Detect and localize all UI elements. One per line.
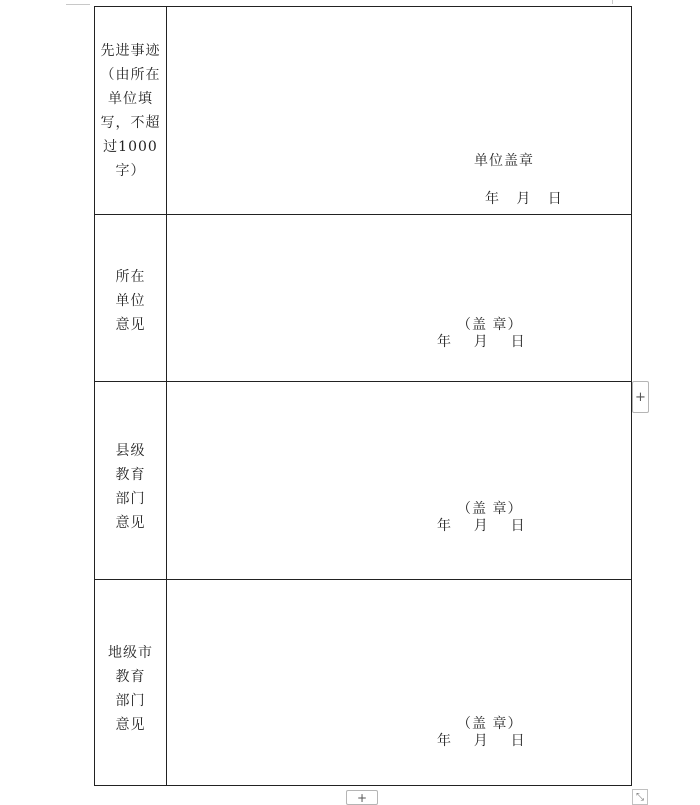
page-corner-mark xyxy=(66,0,90,5)
content-cell-city-opinion[interactable] xyxy=(167,580,632,786)
label-line: 教育 xyxy=(115,467,146,483)
label-line: 意见 xyxy=(115,515,146,531)
label-line: 单位填 xyxy=(108,91,153,107)
label-line: （由所在 xyxy=(100,67,161,83)
date-line: 年 月 日 xyxy=(437,518,526,534)
label-line: 所在 xyxy=(115,269,146,285)
content-cell-county-opinion[interactable] xyxy=(167,382,632,580)
label-line: 意见 xyxy=(115,317,146,333)
row-label xyxy=(95,641,166,737)
date-line: 年 月 日 xyxy=(437,334,526,350)
label-line: 县级 xyxy=(115,443,146,459)
row-label xyxy=(95,39,166,183)
table-row xyxy=(95,215,632,382)
label-line: 地级市 xyxy=(108,645,153,661)
row-label xyxy=(95,439,166,535)
label-line: 部门 xyxy=(115,693,146,709)
table-row xyxy=(95,7,632,215)
seal-text: （盖 章） xyxy=(457,317,523,333)
label-line: 写，不超 xyxy=(100,115,161,131)
label-cell-city-opinion xyxy=(95,580,167,786)
table-row xyxy=(95,580,632,786)
page-corner-mark xyxy=(612,0,613,4)
unit-seal-text: 单位盖章 xyxy=(474,153,534,169)
label-line: 部门 xyxy=(115,491,146,507)
label-line: 先进事迹 xyxy=(100,43,161,59)
add-column-button[interactable]: + xyxy=(632,381,649,413)
date-line: 年 月 日 xyxy=(437,733,526,749)
table-row xyxy=(95,382,632,580)
seal-text: （盖 章） xyxy=(457,501,523,517)
label-line: 单位 xyxy=(115,293,146,309)
label-cell-county-opinion xyxy=(95,382,167,580)
label-line: 教育 xyxy=(115,669,146,685)
label-cell-unit-opinion xyxy=(95,215,167,382)
date-line: 年 月 日 xyxy=(485,191,563,207)
seal-text: （盖 章） xyxy=(457,716,523,732)
form-table xyxy=(94,6,632,786)
label-cell-deeds xyxy=(95,7,167,215)
content-cell-unit-opinion[interactable] xyxy=(167,215,632,382)
add-row-button[interactable]: + xyxy=(346,790,378,805)
table-resize-handle[interactable]: ⤡ xyxy=(632,789,648,805)
label-line: 意见 xyxy=(115,717,146,733)
content-cell-deeds[interactable] xyxy=(167,7,632,215)
label-line: 过1000 xyxy=(103,139,158,155)
label-line: 字） xyxy=(115,163,146,179)
row-label xyxy=(95,265,166,337)
